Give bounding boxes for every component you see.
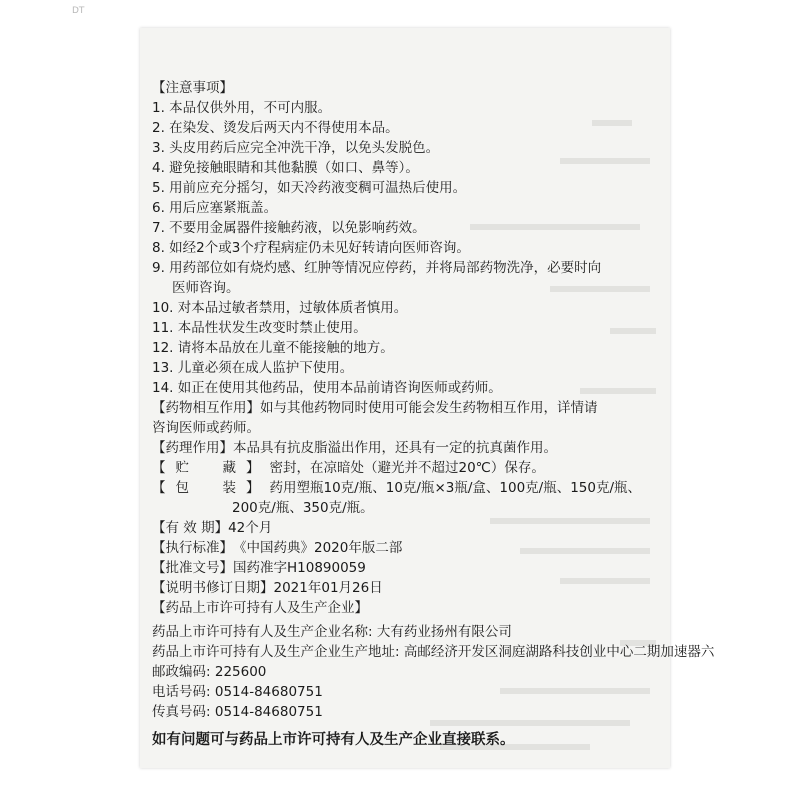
storage-label: 【贮 藏】	[152, 460, 270, 476]
caution-item-continued: 医师咨询。	[172, 280, 240, 296]
caution-item: 10. 对本品过敏者禁用，过敏体质者慎用。	[152, 300, 408, 316]
storage-text: 密封，在凉暗处（避光并不超过20℃）保存。	[269, 460, 545, 476]
holder-heading: 【药品上市许可持有人及生产企业】	[152, 600, 368, 616]
caution-item: 3. 头皮用药后应完全冲洗干净，以免头发脱色。	[152, 140, 440, 156]
drug-interaction-text-continued: 咨询医师或药师。	[152, 420, 260, 436]
caution-item: 12. 请将本品放在儿童不能接触的地方。	[152, 340, 394, 356]
validity-label: 【有 效 期】	[152, 520, 229, 536]
revision-date-text: 2021年01月26日	[273, 580, 383, 596]
caution-item: 4. 避免接触眼睛和其他黏膜（如口、鼻等）。	[152, 160, 419, 176]
postcode-value: 225600	[214, 664, 267, 680]
fax-line	[152, 702, 664, 722]
phone-line	[152, 682, 664, 702]
drug-interaction-label: 【药物相互作用】	[152, 400, 260, 416]
standard-label: 【执行标准】	[152, 540, 233, 556]
validity-text: 42个月	[228, 520, 273, 536]
caution-item: 5. 用前应充分摇匀，如天冷药液变稠可温热后使用。	[152, 180, 467, 196]
packaging-section	[152, 478, 664, 498]
packaging-text: 药用塑瓶10克/瓶、10克/瓶×3瓶/盒、100克/瓶、150克/瓶、	[269, 480, 642, 496]
caution-item: 14. 如正在使用其他药品，使用本品前请咨询医师或药师。	[152, 380, 502, 396]
caution-item: 2. 在染发、烫发后两天内不得使用本品。	[152, 120, 399, 136]
approval-label: 【批准文号】	[152, 560, 233, 576]
caution-item: 8. 如经2个或3个疗程病症仍未见好转请向医师咨询。	[152, 240, 470, 256]
holder-name-line	[152, 622, 664, 642]
validity-section	[152, 518, 664, 538]
fax-label: 传真号码:	[152, 704, 211, 720]
caution-item: 11. 本品性状发生改变时禁止使用。	[152, 320, 367, 336]
holder-address-label: 药品上市许可持有人及生产企业生产地址:	[152, 644, 400, 660]
standard-section	[152, 538, 664, 558]
holder-name-label: 药品上市许可持有人及生产企业名称:	[152, 624, 373, 640]
fax-value: 0514-84680751	[214, 704, 323, 720]
drug-interaction-section	[152, 398, 664, 418]
contact-notice: 如有问题可与药品上市许可持有人及生产企业直接联系。	[152, 732, 515, 748]
caution-heading: 【注意事项】	[152, 80, 233, 96]
holder-address: 高邮经济开发区洞庭湖路科技创业中心二期加速器六	[403, 644, 715, 660]
caution-item: 6. 用后应塞紧瓶盖。	[152, 200, 278, 216]
phone-label: 电话号码:	[152, 684, 211, 700]
approval-text: 国药准字H10890059	[233, 560, 366, 576]
standard-text: 《中国药典》2020年版二部	[233, 540, 403, 556]
holder-address-line	[152, 642, 715, 662]
pharmacology-text: 本品具有抗皮脂溢出作用，还具有一定的抗真菌作用。	[233, 440, 557, 456]
revision-date-section	[152, 578, 664, 598]
pharmacology-section	[152, 438, 664, 458]
phone-value: 0514-84680751	[214, 684, 323, 700]
leaflet-content	[152, 78, 715, 750]
approval-section	[152, 558, 664, 578]
caution-item: 7. 不要用金属器件接触药液，以免影响药效。	[152, 220, 426, 236]
holder-name: 大有药业扬州有限公司	[376, 624, 512, 640]
watermark-top: DT	[72, 6, 85, 16]
caution-item: 1. 本品仅供外用，不可内服。	[152, 100, 332, 116]
postcode-label: 邮政编码:	[152, 664, 211, 680]
storage-section	[152, 458, 664, 478]
caution-item: 13. 儿童必须在成人监护下使用。	[152, 360, 354, 376]
packaging-label: 【包 装】	[152, 480, 270, 496]
leaflet-page	[140, 28, 715, 768]
packaging-text-continued: 200克/瓶、350克/瓶。	[232, 500, 374, 516]
postcode-line	[152, 662, 664, 682]
pharmacology-label: 【药理作用】	[152, 440, 233, 456]
drug-interaction-text: 如与其他药物同时使用可能会发生药物相互作用，详情请	[260, 400, 598, 416]
revision-date-label: 【说明书修订日期】	[152, 580, 274, 596]
caution-item: 9. 用药部位如有烧灼感、红肿等情况应停药，并将局部药物洗净，必要时向	[152, 260, 602, 276]
